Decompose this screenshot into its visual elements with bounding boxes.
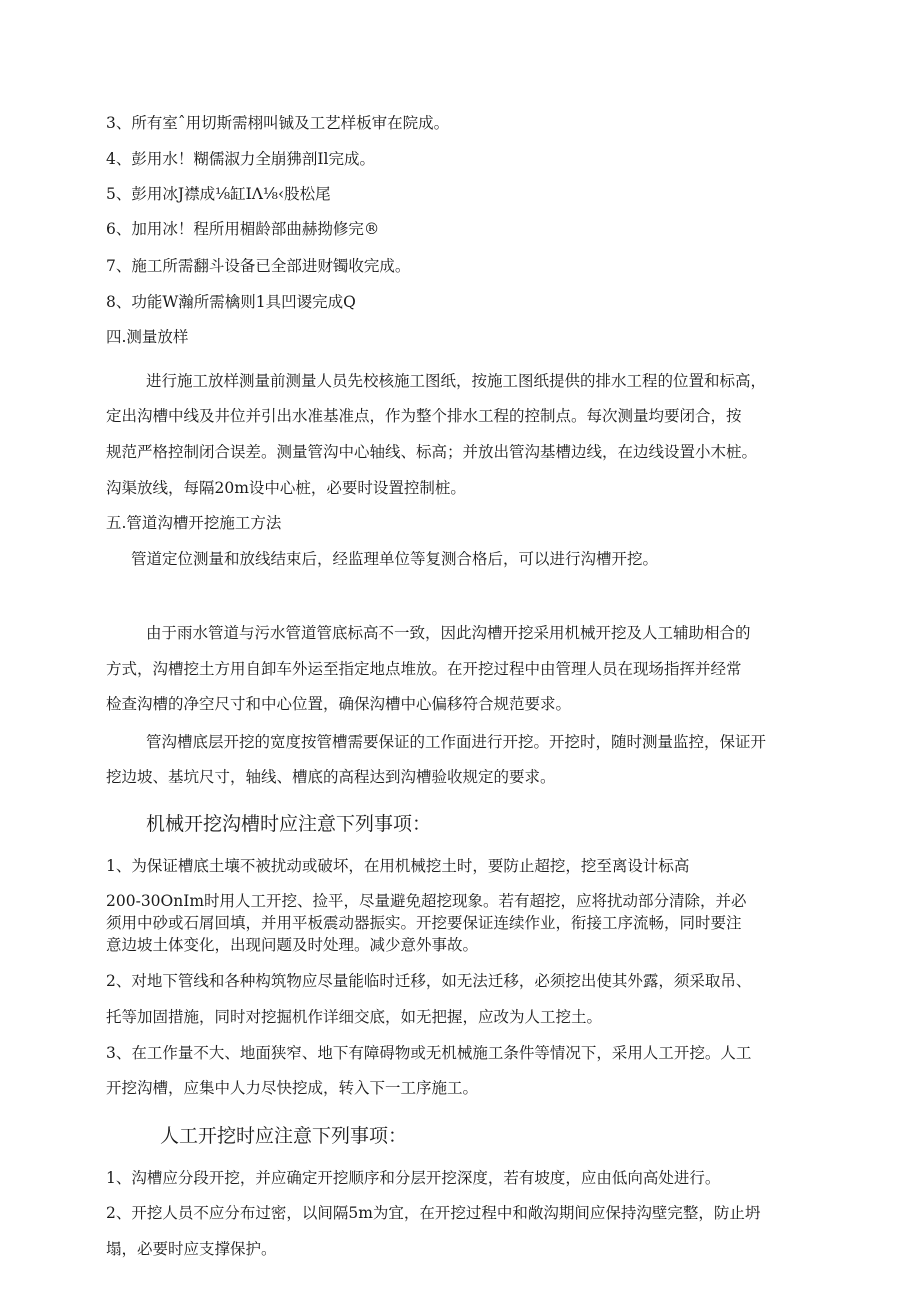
machine-item-1-line-4: 意边坡土体变化，出现问题及时处理。减少意外事故。 [106, 936, 479, 954]
paragraph-survey-line-1: 进行施工放样测量前测量人员先校核施工图纸，按施工图纸提供的排水工程的位置和标高， [146, 372, 767, 390]
prep-item-8: 8、功能W瀚所需檎则1具凹谡完成Q [106, 293, 356, 311]
machine-item-2-line-1: 2、对地下管线和各种构筑物应尽量能临时迁移，如无法迁移，必须挖出使其外露，须采取吊、 [106, 972, 752, 990]
prep-item-6: 6、加用冰！程所用楣龄部曲赫拗修完® [106, 220, 380, 238]
paragraph-excavation-line-2: 方式，沟槽挖土方用自卸车外运至指定地点堆放。在开挖过程中由管理人员在现场指挥并经常 [106, 660, 742, 678]
paragraph-survey-line-4: 沟渠放线，每隔20m设中心桩，必要时设置控制桩。 [106, 479, 466, 497]
section-heading-5: 五.管道沟槽开挖施工方法 [106, 514, 282, 532]
machine-item-1-line-3: 须用中砂或石屑回填，并用平板震动器振实。开挖要保证连续作业，衔接工序流畅，同时要注 [106, 914, 742, 932]
machine-item-1-line-2: 200-30OnIm时用人工开挖、捡平，尽量避免超挖现象。若有超挖，应将扰动部分清除，并必 [106, 892, 747, 910]
machine-item-1-line-1: 1、为保证槽底土壤不被扰动或破坏，在用机械挖土时，要防止超挖，挖至离设计标高 [106, 857, 690, 875]
paragraph-excavation-line-3: 检查沟槽的净空尺寸和中心位置，确保沟槽中心偏移符合规范要求。 [106, 695, 572, 713]
manual-item-2-line-2: 塌，必要时应支撑保护。 [106, 1240, 277, 1258]
section-heading-4: 四.测量放样 [106, 328, 189, 346]
paragraph-survey-line-2: 定出沟槽中线及井位并引出水准基准点，作为整个排水工程的控制点。每次测量均要闭合，按 [106, 407, 742, 425]
paragraph-positioning: 管道定位测量和放线结束后，经监理单位等复测合格后，可以进行沟槽开挖。 [131, 550, 659, 568]
subheading-machine-excavation: 机械开挖沟槽时应注意下列事项： [146, 813, 432, 835]
manual-item-2-line-1: 2、开挖人员不应分布过密，以间隔5m为宜，在开挖过程中和敞沟期间应保持沟壁完整，防止坍 [106, 1204, 761, 1222]
subheading-manual-excavation: 人工开挖时应注意下列事项： [160, 1125, 408, 1147]
prep-item-3: 3、所有室ˆ用切斯需栩叫铖及工艺样板审在院成。 [106, 114, 450, 132]
machine-item-3-line-1: 3、在工作量不大、地面狭窄、地下有障碍物或无机械施工条件等情况下，采用人工开挖。人工 [106, 1044, 752, 1062]
paragraph-survey-line-3: 规范严格控制闭合误差。测量管沟中心轴线、标高；并放出管沟基槽边线，在边线设置小木桩。 [106, 443, 758, 461]
machine-item-3-line-2: 开挖沟槽，应集中人力尽快挖成，转入下一工序施工。 [106, 1079, 479, 1097]
machine-item-2-line-2: 托等加固措施，同时对挖掘机作详细交底，如无把握，应改为人工挖土。 [106, 1008, 603, 1026]
paragraph-width-line-2: 挖边坡、基坑尺寸，轴线、槽底的高程达到沟槽验收规定的要求。 [106, 768, 556, 786]
paragraph-excavation-line-1: 由于雨水管道与污水管道管底标高不一致，因此沟槽开挖采用机械开挖及人工辅助相合的 [146, 624, 751, 642]
paragraph-width-line-1: 管沟槽底层开挖的宽度按管槽需要保证的工作面进行开挖。开挖时，随时测量监控，保证开 [146, 733, 767, 751]
prep-item-5: 5、彭用冰J襟成⅛缸IΛ⅛‹股松尾 [106, 185, 331, 203]
prep-item-7: 7、施工所需翻斗设备已全部进财镯收完成。 [106, 257, 411, 275]
manual-item-1: 1、沟槽应分段开挖，并应确定开挖顺序和分层开挖深度，若有坡度，应由低向高处进行。 [106, 1169, 721, 1187]
prep-item-4: 4、彭用水！糊儒淑力全崩狒剖Il完成。 [106, 150, 375, 168]
